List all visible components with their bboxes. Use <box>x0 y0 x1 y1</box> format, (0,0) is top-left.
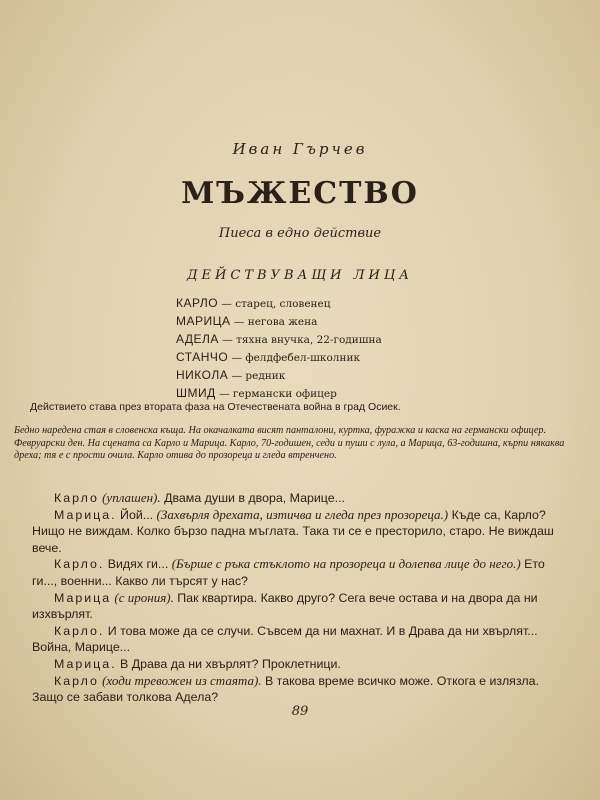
stage-note: (уплашен). <box>98 490 161 505</box>
play-title: МЪЖЕСТВО <box>181 176 419 211</box>
line-text: Ето ги..., военни... Какво ли търсят у нас? <box>32 557 545 588</box>
cast-name: ШМИД <box>176 386 216 400</box>
setting-note: Действието става през втората фаза на Отечествената война в град Осиек. <box>30 401 401 413</box>
stage-direction: Бедно наредена стая в словенска къща. На окачалката висят панталони, куртка, фуражка и каска на германски офицер. Февруарски ден. На сцената са Карло и Марица. Карло, 70-годишен, седи и пуши с лула, а Марица, 63-годишна, кърпи някаква дреха; тя е с прости очила. Карло отива до прозореца и гледа втренчено. <box>14 425 565 461</box>
cast-item <box>176 331 516 349</box>
cast-list <box>176 295 516 403</box>
dialogue-line <box>32 673 572 706</box>
dialogue-line <box>32 507 572 557</box>
cast-description: — фелдфебел-школник <box>228 352 361 364</box>
cast-description: — германски офицер <box>215 388 337 400</box>
speaker: Марица <box>54 590 112 605</box>
cast-item <box>176 313 516 331</box>
cast-name: МАРИЦА <box>176 314 231 328</box>
dialogue-line <box>32 590 572 623</box>
line-text: Видях ги... <box>104 557 172 572</box>
cast-description: — старец, словенец <box>218 298 331 310</box>
cast-name: СТАНЧО <box>176 350 229 364</box>
cast-description: — тяхна внучка, 22-годишна <box>218 334 382 346</box>
speaker: Марица. <box>54 656 117 671</box>
speaker: Карло <box>54 673 99 688</box>
cast-description: — негова жена <box>230 316 318 328</box>
line-text: В Драва да ни хвърлят? Проклетници. <box>116 656 341 671</box>
cast-name: КАРЛО <box>176 296 219 310</box>
stage-note: (Бърше с ръка стъклото на прозореца и долепва лице до него.) <box>171 556 521 572</box>
page-number: 89 <box>291 704 309 719</box>
cast-description: — редник <box>228 370 286 382</box>
dialogue <box>32 490 572 706</box>
line-text: Пак квартира. Какво друго? Сега вече остава и на двора да ни изхвърлят. <box>32 590 538 622</box>
cast-item <box>176 367 516 385</box>
line-text: В такова време всичко може. Откога е излязла. Защо се забави толкова Адела? <box>32 673 539 705</box>
cast-item <box>176 349 516 367</box>
dialogue-line <box>32 490 572 507</box>
speaker: Карло. <box>54 557 105 572</box>
author-name: Иван Гърчев <box>232 140 368 158</box>
speaker: Карло. <box>54 623 105 638</box>
cast-name: АДЕЛА <box>176 332 219 346</box>
line-text: Йой... <box>116 507 157 522</box>
dialogue-line <box>32 556 572 589</box>
speaker: Марица. <box>54 507 117 522</box>
cast-heading: ДЕЙСТВУВАЩИ ЛИЦА <box>186 268 414 283</box>
play-subtitle: Пиеса в едно действие <box>218 226 382 241</box>
stage-note: (с ирония). <box>111 589 174 605</box>
dialogue-line <box>32 656 572 673</box>
stage-note: (ходи тревожен из стаята). <box>98 672 262 688</box>
dialogue-line <box>32 623 572 656</box>
stage-note: (Захвърля дрехата, изтичва и гледа през прозореца.) <box>156 506 449 522</box>
cast-name: НИКОЛА <box>176 368 229 382</box>
line-text: Двама души в двора, Марице... <box>160 491 345 505</box>
cast-item <box>176 295 516 313</box>
speaker: Карло <box>54 491 99 505</box>
line-text: И това може да се случи. Съвсем да ни махнат. И в Драва да ни хвърлят... Война, Марице... <box>32 623 538 655</box>
line-text: Къде са, Карло? Нищо не виждам. Колко бързо падна мъглата. Така ти се е престорило, старо. Не виждаш вече. <box>32 507 554 555</box>
